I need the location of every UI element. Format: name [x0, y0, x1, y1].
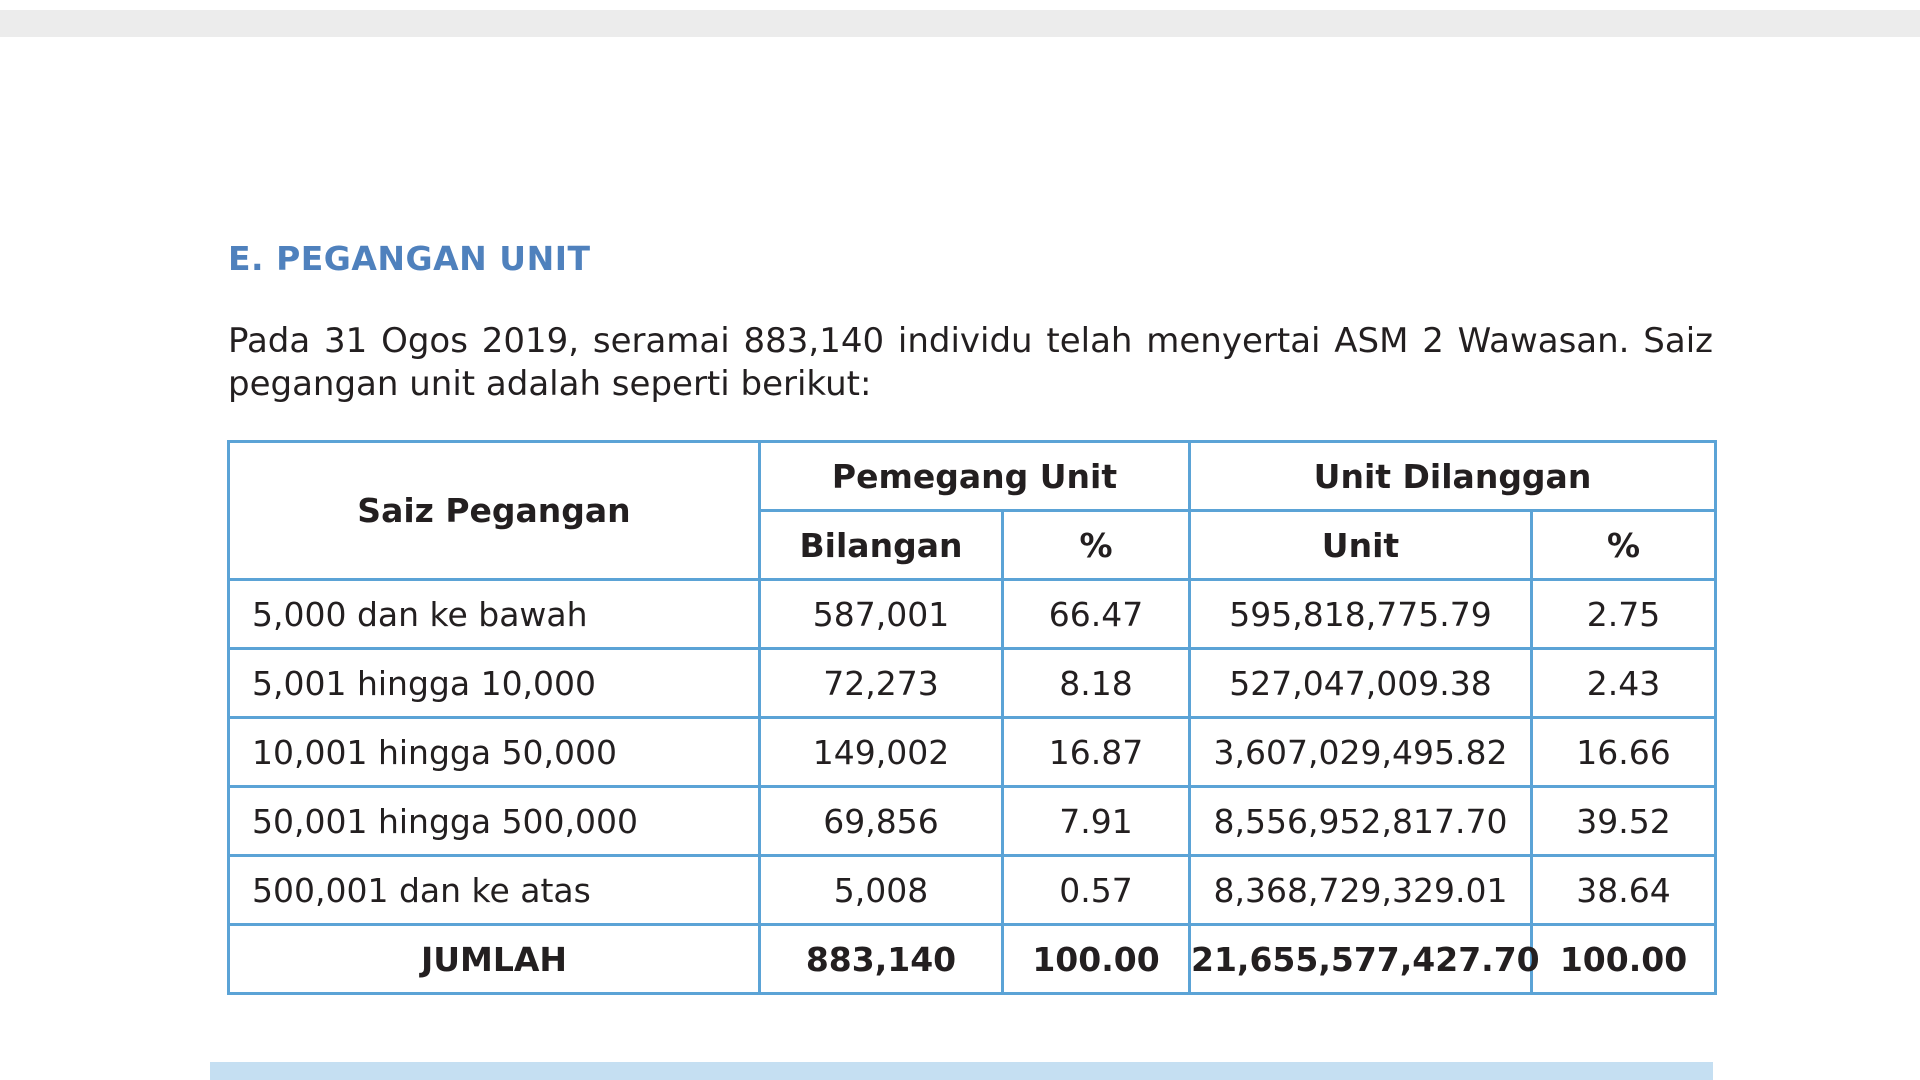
row-holders-percent: 66.47: [1003, 580, 1190, 649]
row-holders: 5,008: [760, 856, 1003, 925]
header-pemegang-unit: Pemegang Unit: [760, 442, 1190, 511]
row-units-percent: 2.75: [1532, 580, 1716, 649]
row-units: 595,818,775.79: [1190, 580, 1532, 649]
unit-holdings-table: [227, 440, 1717, 995]
table-row: [229, 856, 1716, 925]
table-row: [229, 787, 1716, 856]
row-units-percent: 16.66: [1532, 718, 1716, 787]
total-units: 21,655,577,427.70: [1190, 925, 1532, 994]
row-holders-percent: 8.18: [1003, 649, 1190, 718]
row-holders-percent: 16.87: [1003, 718, 1190, 787]
top-band: [0, 10, 1920, 37]
row-size: 50,001 hingga 500,000: [229, 787, 760, 856]
total-units-percent: 100.00: [1532, 925, 1716, 994]
row-holders: 149,002: [760, 718, 1003, 787]
table-total-row: [229, 925, 1716, 994]
table-row: [229, 718, 1716, 787]
header-holders-percent: %: [1003, 511, 1190, 580]
header-units-percent: %: [1532, 511, 1716, 580]
row-holders-percent: 0.57: [1003, 856, 1190, 925]
row-units: 8,368,729,329.01: [1190, 856, 1532, 925]
intro-paragraph: Pada 31 Ogos 2019, seramai 883,140 individu telah menyertai ASM 2 Wawasan. Saiz pegangan unit adalah seperti berikut:: [228, 321, 1713, 404]
row-units: 3,607,029,495.82: [1190, 718, 1532, 787]
header-saiz-pegangan: Saiz Pegangan: [229, 442, 760, 580]
row-size: 5,001 hingga 10,000: [229, 649, 760, 718]
row-size: 500,001 dan ke atas: [229, 856, 760, 925]
bottom-band: [210, 1062, 1713, 1080]
table-row: [229, 649, 1716, 718]
total-holders-percent: 100.00: [1003, 925, 1190, 994]
row-holders: 587,001: [760, 580, 1003, 649]
row-size: 5,000 dan ke bawah: [229, 580, 760, 649]
header-unit-dilanggan: Unit Dilanggan: [1190, 442, 1716, 511]
row-holders: 69,856: [760, 787, 1003, 856]
row-holders-percent: 7.91: [1003, 787, 1190, 856]
row-units-percent: 38.64: [1532, 856, 1716, 925]
header-unit: Unit: [1190, 511, 1532, 580]
total-holders: 883,140: [760, 925, 1003, 994]
row-units-percent: 2.43: [1532, 649, 1716, 718]
section-heading: E. PEGANGAN UNIT: [228, 239, 591, 278]
total-label: JUMLAH: [229, 925, 760, 994]
table-row: [229, 580, 1716, 649]
row-units-percent: 39.52: [1532, 787, 1716, 856]
row-units: 527,047,009.38: [1190, 649, 1532, 718]
row-size: 10,001 hingga 50,000: [229, 718, 760, 787]
row-units: 8,556,952,817.70: [1190, 787, 1532, 856]
table-header-row: [229, 442, 1716, 511]
row-holders: 72,273: [760, 649, 1003, 718]
header-bilangan: Bilangan: [760, 511, 1003, 580]
